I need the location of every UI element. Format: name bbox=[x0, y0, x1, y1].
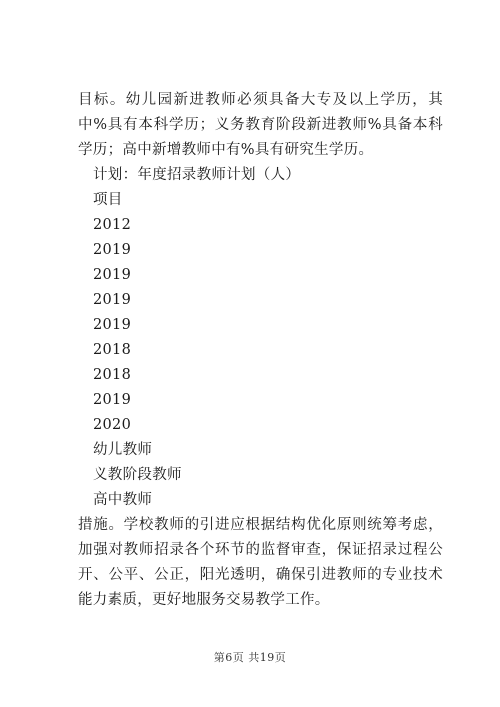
page-number-label: 第6页 共19页 bbox=[213, 651, 287, 664]
category-highschool: 高中教师 bbox=[93, 492, 153, 508]
year-2019-e: 2019 bbox=[93, 392, 132, 408]
year-2018-b: 2018 bbox=[93, 367, 132, 383]
measures-paragraph bbox=[78, 513, 443, 613]
year-2018-a: 2018 bbox=[93, 342, 132, 358]
goal-paragraph bbox=[78, 88, 443, 163]
year-2019-b: 2019 bbox=[93, 267, 132, 283]
year-2019-a: 2019 bbox=[93, 242, 132, 258]
year-2019-c: 2019 bbox=[93, 292, 132, 308]
year-2019-d: 2019 bbox=[93, 317, 132, 333]
category-kindergarten: 幼儿教师 bbox=[93, 442, 153, 458]
plan-title: 计划：年度招录教师计划（人） bbox=[93, 167, 301, 183]
year-2020: 2020 bbox=[93, 417, 132, 433]
goal-text: 目标。幼儿园新进教师必须具备大专及以上学历，其中%具有本科学历；义务教育阶段新进教师%具备本科学历；高中新增教师中有%具有研究生学历。 bbox=[78, 92, 443, 158]
page-footer bbox=[0, 649, 500, 665]
document-body bbox=[78, 88, 443, 613]
measures-text: 措施。学校教师的引进应根据结构优化原则统筹考虑，加强对教师招录各个环节的监督审查，保证招录过程公开、公平、公正，阳光透明，确保引进教师的专业技术能力素质，更好地服务交易教学工作。 bbox=[78, 517, 443, 608]
year-2012: 2012 bbox=[93, 217, 132, 233]
table-header-item: 项目 bbox=[93, 192, 123, 208]
category-compulsory: 义教阶段教师 bbox=[93, 467, 182, 483]
